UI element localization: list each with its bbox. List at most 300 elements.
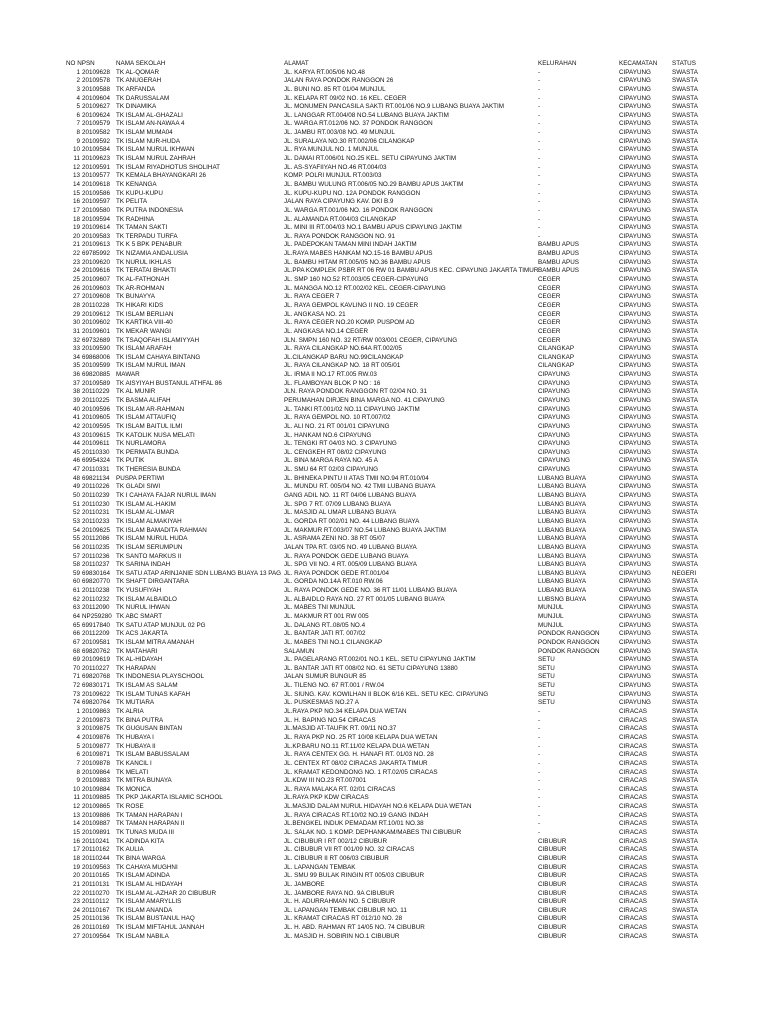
- kecamatan-cell: CIRACAS: [619, 768, 647, 776]
- kecamatan-cell: CIPAYUNG: [619, 276, 651, 284]
- school-name-cell: TK NURUL IKHLAS: [116, 258, 172, 266]
- row-number: 19: [72, 863, 80, 871]
- row-number: 55: [72, 535, 80, 543]
- address-cell: JL. RAYA PONDOK GEDE RT.001/04: [284, 569, 389, 577]
- table-row: [66, 449, 726, 458]
- address-cell: JL. JAMBORE: [284, 880, 325, 888]
- status-cell: SWASTA: [672, 898, 698, 906]
- npsn-cell: 20110227: [82, 664, 110, 672]
- row-number: 52: [72, 509, 80, 517]
- npsn-cell: 20109564: [82, 932, 111, 940]
- status-cell: SWASTA: [672, 483, 698, 491]
- kecamatan-cell: CIRACAS: [619, 872, 647, 880]
- npsn-cell: 20109615: [82, 431, 111, 439]
- kelurahan-cell: BAMBU APUS: [538, 241, 579, 249]
- kecamatan-cell: CIPAYUNG: [619, 587, 651, 595]
- kecamatan-cell: CIPAYUNG: [619, 509, 651, 517]
- school-name-cell: TK BINA WARGA: [116, 854, 166, 862]
- kelurahan-cell: CIPAYUNG: [538, 422, 570, 430]
- school-name-cell: TK INDONESIA PLAYSCHOOL: [116, 673, 205, 681]
- table-row: [66, 622, 726, 631]
- kecamatan-cell: CIPAYUNG: [619, 301, 651, 309]
- kelurahan-cell: CEGER: [538, 310, 561, 318]
- kecamatan-cell: CIRACAS: [619, 708, 647, 716]
- kelurahan-cell: LUBANG BUAYA: [538, 543, 587, 551]
- kecamatan-cell: CIPAYUNG: [619, 345, 651, 353]
- table-row: [66, 613, 726, 622]
- kelurahan-cell: LUBANG BUAYA: [538, 500, 587, 508]
- kelurahan-cell: CIBUBUR: [538, 889, 567, 897]
- status-cell: SWASTA: [672, 319, 698, 327]
- status-cell: SWASTA: [672, 353, 698, 361]
- address-cell: PERUMAHAN DIRJEN BINA MARGA NO. 41 CIPAYUNG: [284, 396, 445, 404]
- npsn-cell: 69868006: [82, 353, 111, 361]
- kelurahan-cell: CIPAYUNG: [538, 431, 570, 439]
- row-number: 4: [76, 94, 80, 102]
- row-number: 39: [72, 396, 80, 404]
- school-name-cell: TK TAMAN HARAPAN II: [116, 820, 185, 828]
- table-row: [66, 457, 726, 466]
- school-name-cell: TK ISLAM AL-GHAZALI: [116, 111, 183, 119]
- status-cell: SWASTA: [672, 889, 698, 897]
- address-cell: JL.RAYA PKP NO.34 KELAPA DUA WETAN: [284, 708, 407, 716]
- kecamatan-cell: CIPAYUNG: [619, 379, 651, 387]
- address-cell: JL. RAYA PONDOK GEDE NO. 36 RT 11/01 LUBANG BUAYA: [284, 587, 458, 595]
- kelurahan-cell: -: [538, 742, 541, 750]
- row-number: 22: [72, 250, 80, 258]
- status-cell: SWASTA: [672, 915, 698, 923]
- kecamatan-cell: CIPAYUNG: [619, 578, 651, 586]
- school-name-cell: TK ISLAM ATTAUFIQ: [116, 414, 177, 422]
- kecamatan-cell: CIPAYUNG: [619, 492, 651, 500]
- row-number: 69: [72, 656, 80, 664]
- row-number: 34: [72, 353, 80, 361]
- address-cell: JL. LANGGAR RT.004/08 NO.54 LUBANG BUAYA JAKTIM: [284, 111, 449, 119]
- school-name-cell: TK AISYIYAH BUSTANUL ATHFAL 86: [116, 379, 222, 387]
- kecamatan-cell: CIPAYUNG: [619, 293, 651, 301]
- table-row: [66, 423, 726, 432]
- kecamatan-cell: CIPAYUNG: [619, 569, 651, 577]
- kelurahan-cell: -: [538, 103, 541, 111]
- kecamatan-cell: CIPAYUNG: [619, 604, 651, 612]
- status-cell: SWASTA: [672, 837, 698, 845]
- row-number: 47: [72, 466, 80, 474]
- kelurahan-cell: -: [538, 794, 541, 802]
- kecamatan-cell: CIRACAS: [619, 880, 647, 888]
- table-row: [66, 406, 726, 415]
- status-cell: SWASTA: [672, 613, 698, 620]
- kecamatan-cell: CIRACAS: [619, 716, 647, 724]
- kelurahan-cell: LUBANG BUAYA: [538, 509, 587, 517]
- status-cell: SWASTA: [672, 103, 698, 111]
- address-cell: JALAN SUMUR BUNGUR 85: [284, 673, 367, 681]
- address-cell: JL. BUNI NO. 85 RT 01/04 MUNJUL: [284, 85, 386, 93]
- address-cell: JL. MUNDU RT. 005/04 NO. 42 TMII LUBANG BUAYA: [284, 483, 436, 491]
- school-name-cell: TK NURLAMORA: [116, 440, 167, 448]
- table-row: [66, 561, 726, 570]
- row-number: 61: [72, 587, 80, 595]
- kecamatan-cell: CIPAYUNG: [619, 232, 651, 240]
- kelurahan-cell: -: [538, 180, 541, 188]
- status-cell: NEGERI: [672, 569, 697, 577]
- row-number: 48: [72, 474, 80, 482]
- status-cell: SWASTA: [672, 85, 698, 93]
- npsn-cell: 20109586: [82, 189, 111, 197]
- kelurahan-cell: BAMBU APUS: [538, 267, 579, 275]
- row-number: 59: [72, 569, 80, 577]
- npsn-cell: 20110244: [82, 854, 110, 862]
- status-cell: SWASTA: [672, 699, 698, 707]
- school-name-cell: TK PUTIK: [116, 457, 145, 465]
- table-row: [66, 743, 726, 752]
- row-number: 1: [76, 708, 80, 716]
- school-name-cell: TK DARUSSALAM: [116, 94, 170, 102]
- npsn-cell: 69830164: [82, 569, 111, 577]
- status-cell: SWASTA: [672, 708, 698, 716]
- kecamatan-cell: CIRACAS: [619, 742, 647, 750]
- row-number: 74: [72, 699, 80, 707]
- table-row: [66, 466, 726, 475]
- npsn-cell: 20109873: [82, 716, 111, 724]
- address-cell: JL. BAMBU WULUNG RT.006/05 NO.29 BAMBU APUS JAKTIM: [284, 180, 464, 188]
- kecamatan-cell: CIPAYUNG: [619, 319, 651, 327]
- school-name-cell: TK KEMALA BHAYANGKARI 26: [116, 172, 207, 180]
- status-cell: SWASTA: [672, 751, 698, 759]
- kecamatan-cell: CIPAYUNG: [619, 448, 651, 456]
- address-cell: JL. H. ABD. RAHMAN RT 14/05 NO. 74 CIBUBUR: [284, 924, 425, 932]
- npsn-cell: 20110236: [82, 552, 110, 560]
- status-cell: SWASTA: [672, 535, 698, 543]
- school-name-cell: TK PERMATA BUNDA: [116, 448, 179, 456]
- status-cell: SWASTA: [672, 396, 698, 404]
- table-row: [66, 794, 726, 803]
- kelurahan-cell: CIBUBUR: [538, 924, 567, 932]
- row-number: 10: [72, 146, 80, 154]
- school-name-cell: TK MONICA: [116, 785, 151, 793]
- kecamatan-cell: CIPAYUNG: [619, 405, 651, 413]
- kelurahan-cell: -: [538, 137, 541, 145]
- kelurahan-cell: CIPAYUNG: [538, 388, 570, 396]
- status-cell: SWASTA: [672, 310, 698, 318]
- address-cell: JL. MABES TNI NO.1 CILANGKAP: [284, 638, 383, 646]
- row-number: 65: [72, 621, 80, 629]
- npsn-cell: 20109580: [82, 206, 111, 214]
- school-name-cell: TK ISLAM BABUSSALAM: [116, 751, 190, 759]
- school-name-cell: TK ISLAM ALBAIDLO: [116, 595, 177, 603]
- address-cell: JL. IRMA II NO.17 RT.005 RW.03: [284, 371, 377, 379]
- school-name-cell: TK MITRA BUNAYA: [116, 777, 172, 785]
- kelurahan-cell: LUBSNG BUAYA: [538, 595, 587, 603]
- status-cell: SWASTA: [672, 457, 698, 465]
- npsn-cell: 20110331: [82, 466, 110, 474]
- kelurahan-cell: MUNJUL: [538, 613, 564, 620]
- npsn-cell: 20109619: [82, 656, 111, 664]
- address-cell: JL. MASJID AL UMAR LUBANG BUAYA: [284, 509, 397, 517]
- table-row: [66, 345, 726, 354]
- status-cell: SWASTA: [672, 638, 698, 646]
- table-row: [66, 241, 726, 250]
- table-row: [66, 250, 726, 259]
- school-name-cell: TK SANTO MARKUS II: [116, 552, 182, 560]
- kelurahan-cell: -: [538, 733, 541, 741]
- school-name-cell: TK AL MUNIR: [116, 388, 156, 396]
- npsn-cell: 20109604: [82, 94, 111, 102]
- address-cell: JALAN RAYA PONDOK RANGGON 26: [284, 77, 394, 85]
- kelurahan-cell: CEGER: [538, 276, 561, 284]
- school-name-cell: TK SATU ATAP ARINJANIE SDN LUBANG BUAYA 13 PAG: [116, 569, 282, 577]
- address-cell: JL.MASJID DALAM NURUL HIDAYAH NO.6 KELAPA DUA WETAN: [284, 803, 472, 811]
- status-cell: SWASTA: [672, 388, 698, 396]
- kelurahan-cell: CIPAYUNG: [538, 466, 570, 474]
- table-body: [66, 69, 726, 942]
- school-name-cell: TK HUBAYA II: [116, 742, 156, 750]
- school-name-cell: TK KANCIL I: [116, 759, 152, 767]
- row-number: 11: [73, 155, 80, 163]
- kecamatan-cell: CIPAYUNG: [619, 129, 651, 137]
- row-number: 7: [76, 759, 80, 767]
- kecamatan-cell: CIPAYUNG: [619, 621, 651, 629]
- kelurahan-cell: CILANGKAP: [538, 362, 575, 370]
- school-name-cell: TK ISLAM NURUL HUDA: [116, 535, 188, 543]
- table-row: [66, 734, 726, 743]
- row-number: 58: [72, 561, 80, 569]
- npsn-cell: 20109883: [82, 777, 111, 785]
- school-name-cell: TK NIZAMIA ANDALUSIA: [116, 250, 189, 258]
- address-cell: JL. MASJID H. SOBIRIN NO.1 CIBUBUR: [284, 932, 400, 940]
- kecamatan-cell: CIRACAS: [619, 863, 647, 871]
- kecamatan-cell: CIPAYUNG: [619, 198, 651, 206]
- npsn-cell: 20110270: [82, 889, 110, 897]
- status-cell: SWASTA: [672, 777, 698, 785]
- kelurahan-cell: MUNJUL: [538, 604, 564, 612]
- kelurahan-cell: CEGER: [538, 336, 561, 344]
- school-name-cell: TK ISLAM AR-RAHMAN: [116, 405, 185, 413]
- kelurahan-cell: LUBANG BUAYA: [538, 569, 587, 577]
- kecamatan-cell: CIRACAS: [619, 777, 647, 785]
- row-number: 27: [72, 932, 80, 940]
- address-cell: JL. KARYA RT.005/06 NO.48: [284, 68, 365, 76]
- school-name-cell: TK SARINA INDAH: [116, 561, 171, 569]
- school-name-cell: TK ISLAM AL HIDAYAH: [116, 880, 183, 888]
- npsn-cell: 20109579: [82, 120, 111, 128]
- kelurahan-cell: SETU: [538, 664, 555, 672]
- row-number: 21: [72, 241, 80, 249]
- kecamatan-cell: CIRACAS: [619, 837, 647, 845]
- table-row: [66, 146, 726, 155]
- kecamatan-cell: CIPAYUNG: [619, 371, 651, 379]
- school-name-cell: TK TERATAI BHAKTI: [116, 267, 176, 275]
- table-row: [66, 198, 726, 207]
- npsn-cell: 20109608: [82, 293, 111, 301]
- address-cell: JL. DAMAI RT.006/01 NO.25 KEL. SETU CIPAYUNG JAKTIM: [284, 155, 457, 163]
- address-cell: JL. CIBUBUR VII RT 001/09 NO. 32 CIRACAS: [284, 846, 415, 854]
- status-cell: SWASTA: [672, 872, 698, 880]
- status-cell: SWASTA: [672, 276, 698, 284]
- status-cell: SWASTA: [672, 630, 698, 638]
- row-number: 3: [76, 725, 80, 733]
- row-number: 28: [72, 301, 80, 309]
- kecamatan-cell: CIPAYUNG: [619, 388, 651, 396]
- table-row: [66, 924, 726, 933]
- npsn-cell: 20109611: [82, 440, 110, 448]
- school-name-cell: TK MEKAR WANGI: [116, 327, 172, 335]
- row-number: 6: [76, 111, 80, 119]
- npsn-cell: 20110232: [82, 595, 110, 603]
- address-cell: JL. WARGA RT.012/06 NO. 37 PONDOK RANGGON: [284, 120, 433, 128]
- table-row: [66, 639, 726, 648]
- npsn-cell: 20109863: [82, 708, 111, 716]
- kelurahan-cell: -: [538, 111, 541, 119]
- address-cell: JL. H. ADURRAHMAN NO. 5 CIBUBUR: [284, 898, 396, 906]
- table-row: [66, 725, 726, 734]
- status-cell: SWASTA: [672, 68, 698, 76]
- address-cell: JL. MAKMUR RT 001 RW 005: [284, 613, 369, 620]
- npsn-cell: 20109887: [82, 820, 111, 828]
- row-number: 31: [72, 327, 80, 335]
- kelurahan-cell: CIPAYUNG: [538, 457, 570, 465]
- table-row: [66, 172, 726, 181]
- table-row: [66, 129, 726, 138]
- address-cell: JL. MAKMUR RT.003/07 NO.54 LUBANG BUAYA JAKTIM: [284, 526, 447, 534]
- npsn-cell: 20110131: [82, 880, 110, 888]
- status-cell: SWASTA: [672, 604, 698, 612]
- school-name-cell: TK ISLAM NURUL IKHWAN: [116, 146, 195, 154]
- kelurahan-cell: CILANGKAP: [538, 345, 575, 353]
- npsn-cell: 20109602: [82, 319, 111, 327]
- school-name-cell: TK ISLAM BAITUL ILMI: [116, 422, 183, 430]
- kelurahan-cell: CIBUBUR: [538, 854, 567, 862]
- school-name-cell: TK ROSE: [116, 803, 144, 811]
- status-cell: SWASTA: [672, 215, 698, 223]
- kecamatan-cell: CIPAYUNG: [619, 414, 651, 422]
- npsn-cell: 20109886: [82, 811, 111, 819]
- row-number: 71: [72, 673, 80, 681]
- address-cell: JL. CIBUBUR I RT 002/12 CIBUBUR: [284, 837, 388, 845]
- address-cell: JL. KRAMAT CIRACAS RT 012/10 NO. 28: [284, 915, 403, 923]
- kelurahan-cell: CIPAYUNG: [538, 405, 570, 413]
- status-cell: SWASTA: [672, 301, 698, 309]
- status-cell: SWASTA: [672, 733, 698, 741]
- kelurahan-cell: LUBANG BUAYA: [538, 535, 587, 543]
- npsn-cell: 20109623: [82, 155, 111, 163]
- npsn-cell: 20109592: [82, 137, 111, 145]
- status-cell: SWASTA: [672, 880, 698, 888]
- school-name-cell: TK ISLAM NURUL IMAN: [116, 362, 186, 370]
- kecamatan-cell: CIRACAS: [619, 906, 647, 914]
- status-cell: SWASTA: [672, 863, 698, 871]
- npsn-cell: 20110235: [82, 543, 110, 551]
- kecamatan-cell: CIPAYUNG: [619, 699, 651, 707]
- npsn-cell: 20110169: [82, 924, 110, 932]
- status-cell: SWASTA: [672, 172, 698, 180]
- npsn-cell: 20112086: [82, 535, 110, 543]
- table-row: [66, 397, 726, 406]
- kelurahan-cell: CEGER: [538, 284, 561, 292]
- npsn-cell: 20110112: [82, 898, 110, 906]
- school-name-cell: TK HUBAYA I: [116, 733, 154, 741]
- table-row: [66, 181, 726, 190]
- header-status: STATUS: [672, 60, 696, 67]
- table-row: [66, 682, 726, 691]
- table-row: [66, 673, 726, 682]
- school-name-cell: TK ISLAM AMARYLLIS: [116, 898, 182, 906]
- kecamatan-cell: CIPAYUNG: [619, 422, 651, 430]
- table-row: [66, 224, 726, 233]
- npsn-cell: 20109582: [82, 129, 111, 137]
- table-row: [66, 898, 726, 907]
- table-row: [66, 337, 726, 346]
- address-cell: JL. RYA MUNJUL NO. 1 MUNJUL: [284, 146, 379, 154]
- kecamatan-cell: CIPAYUNG: [619, 77, 651, 85]
- address-cell: JL.MASJID AT-TAUFIK RT. 09/11 NO.37: [284, 725, 397, 733]
- kelurahan-cell: -: [538, 155, 541, 163]
- table-row: [66, 769, 726, 778]
- status-cell: SWASTA: [672, 155, 698, 163]
- npsn-cell: 20109624: [82, 111, 111, 119]
- kecamatan-cell: CIRACAS: [619, 898, 647, 906]
- status-cell: SWASTA: [672, 803, 698, 811]
- kecamatan-cell: CIPAYUNG: [619, 120, 651, 128]
- school-name-cell: TK TAMAN SAKTI: [116, 224, 168, 232]
- row-number: 24: [72, 267, 80, 275]
- row-number: 64: [72, 613, 80, 620]
- address-cell: JL. TENGKI RT 04/03 NO. 3 CIPAYUNG: [284, 440, 397, 448]
- kelurahan-cell: -: [538, 751, 541, 759]
- kelurahan-cell: LUBANG BUAYA: [538, 526, 587, 534]
- school-name-cell: TK ISLAM ANANDA: [116, 906, 173, 914]
- kecamatan-cell: CIPAYUNG: [619, 396, 651, 404]
- address-cell: JL. RAYA CEGER NO.20 KOMP. PUSPOM AD: [284, 319, 415, 327]
- address-cell: JL. SMU 64 RT 02/03 CIPAYUNG: [284, 466, 379, 474]
- address-cell: JLN. RAYA PONDOK RANGGON RT 02/04 NO. 31: [284, 388, 428, 396]
- row-number: 8: [76, 768, 80, 776]
- school-name-cell: TK NURUL IHWAN: [116, 604, 170, 612]
- row-number: 62: [72, 595, 80, 603]
- npsn-cell: 20109628: [82, 68, 111, 76]
- kecamatan-cell: CIRACAS: [619, 915, 647, 923]
- table-row: [66, 311, 726, 320]
- npsn-cell: 20109616: [82, 267, 111, 275]
- address-cell: JL. LAPANGAN TEMBAK: [284, 863, 356, 871]
- npsn-cell: 69954324: [82, 457, 111, 465]
- address-cell: KOMP. POLRI MUNJUL RT.003/03: [284, 172, 382, 180]
- status-cell: SWASTA: [672, 405, 698, 413]
- kelurahan-cell: CIBUBUR: [538, 906, 567, 914]
- table-row: [66, 120, 726, 129]
- header-alamat: ALAMAT: [284, 60, 309, 67]
- kelurahan-cell: -: [538, 198, 541, 206]
- kelurahan-cell: CEGER: [538, 293, 561, 301]
- npsn-cell: 20110233: [82, 517, 110, 525]
- school-name-cell: TK ISLAM NABILA: [116, 932, 169, 940]
- table-row: [66, 414, 726, 423]
- table-row: [66, 838, 726, 847]
- npsn-cell: 20109885: [82, 794, 111, 802]
- address-cell: JL. SPG 7 RT. 07/09 LUBANG BUAYA: [284, 500, 392, 508]
- address-cell: JL. SALAK NO. 1 KOMP. DEPHANKAM/MABES TNI CIBUBUR: [284, 829, 462, 837]
- table-row: [66, 717, 726, 726]
- address-cell: JL.KP.BARU NO.11 RT.11/02 KELAPA DUA WETAN: [284, 742, 430, 750]
- kecamatan-cell: CIRACAS: [619, 811, 647, 819]
- school-name-cell: TK MUTIARA: [116, 699, 155, 707]
- kelurahan-cell: LUBANG BUAYA: [538, 492, 587, 500]
- status-cell: SWASTA: [672, 500, 698, 508]
- table-row: [66, 138, 726, 147]
- table-row: [66, 267, 726, 276]
- row-number: 36: [72, 371, 80, 379]
- kelurahan-cell: -: [538, 708, 541, 716]
- status-cell: SWASTA: [672, 906, 698, 914]
